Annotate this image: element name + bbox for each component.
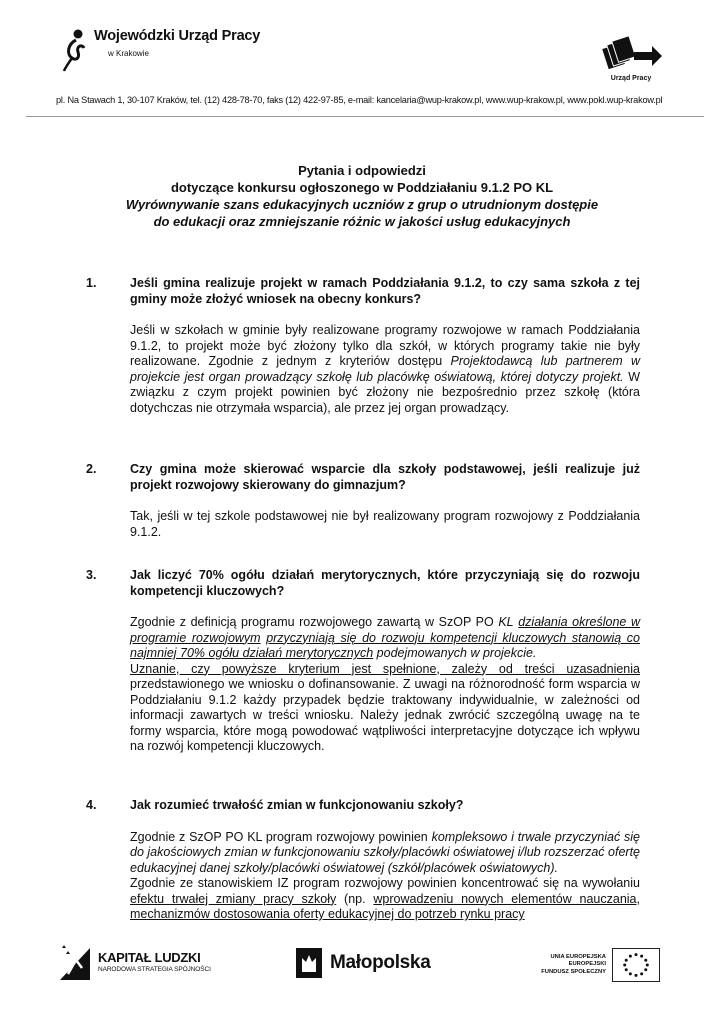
answer-text xyxy=(130,830,640,923)
question-number: 3. xyxy=(86,568,97,582)
malopolska-emblem-icon xyxy=(296,948,322,978)
qa-item-1 xyxy=(86,276,640,416)
qa-item-4 xyxy=(86,798,641,923)
kapital-ludzki-logo xyxy=(58,940,211,982)
urzad-pracy-label: Urząd Pracy xyxy=(610,75,652,82)
wup-figure-icon xyxy=(62,28,88,72)
kapital-ludzki-subtitle: NARODOWA STRATEGIA SPÓJNOŚCI xyxy=(98,965,211,973)
question-text: Jak rozumieć trwałość zmian w funkcjonowaniu szkoły? xyxy=(130,798,464,812)
title-line-1: Pytania i odpowiedzi xyxy=(298,163,426,178)
urzad-pracy-cards-icon xyxy=(598,34,664,72)
header-divider xyxy=(26,116,704,117)
question-number: 4. xyxy=(86,798,97,812)
answer-paragraph: Zgodnie z SzOP PO KL program rozwojowy powinien kompleksowo i trwale przyczyniać się do jakościowych zmian w funkcjonowaniu szkoły/placówki oświatowej i/lub rozszerzać ofertę edukacyjnej danej szkoły/placówki oświatowej (szkół/placówek oświatowych). xyxy=(130,829,641,875)
eu-logo xyxy=(530,948,660,982)
question-number: 1. xyxy=(86,276,97,290)
answer-paragraph: Uznanie, czy powyższe kryterium jest spełnione, zależy od treści uzasadnienia przedstawionego we wniosku o dofinansowanie. Z uwagi na różnorodność form wsparcia w Poddziałaniu 9.1.2 każdy przypadek będzie traktowany indywidualnie, w zależności od informacji zawartych w treści wniosku. Należy jednak zwrócić szczególną uwagę na te formy wsparcia, które mogą powodować wątpliwości interpretacyjne dotyczące ich wpływu na rozwój kompetencji kluczowych. xyxy=(130,661,640,753)
eu-flag-icon xyxy=(612,948,660,982)
answer-text: Jeśli w szkołach w gminie były realizowane programy rozwojowe w ramach Poddziałania 9.1.2, to projekt może być złożony tylko dla szkół, w których programy takie nie były realizowane. Zgodnie z jednym z kryteriów dostępu Projektodawcą lub partnerem w projekcie jest organ prowadzący szkołę lub placówkę oświatową, której dotyczy projekt. W związku z czym projekt powinien być złożony nie bezpośrednio przez szkołę (która dotychczas nie otrzymała wsparcia), ale przez jej organ prowadzący. xyxy=(130,323,640,415)
question-text: Jeśli gmina realizuje projekt w ramach Poddziałania 9.1.2, to czy sama szkoła z tej gminy może złożyć wniosek na obecny konkurs? xyxy=(130,276,640,306)
org-title: Wojewódzki Urząd Pracy xyxy=(94,28,261,44)
answer-text xyxy=(130,615,640,755)
title-line-2: dotyczące konkursu ogłoszonego w Poddziałaniu 9.1.2 PO KL xyxy=(170,180,554,195)
question-text: Jak liczyć 70% ogółu działań merytorycznych, które przyczyniają się do rozwoju kompetencji kluczowych? xyxy=(130,568,640,598)
eu-label-1: UNIA EUROPEJSKA xyxy=(550,953,606,960)
question-number: 2. xyxy=(86,462,97,476)
malopolska-label: Małopolska xyxy=(330,952,431,973)
kapital-ludzki-title: KAPITAŁ LUDZKI xyxy=(98,949,201,965)
wup-logo xyxy=(62,28,260,72)
qa-item-2 xyxy=(86,462,640,540)
org-subtitle: w Krakowie xyxy=(108,49,149,58)
answer-paragraph: Zgodnie ze stanowiskiem IZ program rozwojowy powinien koncentrować się na wywołaniu efektu trwałej zmiany pracy szkoły (np. wprowadzeniu nowych elementów nauczania, mechanizmów dostosowania oferty edukacyjnej do potrzeb rynku pracy xyxy=(130,876,640,921)
eu-label-2: EUROPEJSKI xyxy=(568,961,606,968)
urzad-pracy-logo xyxy=(596,34,666,82)
title-line-4: do edukacji oraz zmniejszanie różnic w jakości usług edukacyjnych xyxy=(153,214,571,229)
footer-logos xyxy=(0,940,724,990)
malopolska-logo xyxy=(296,948,430,978)
eu-label-3: FUNDUSZ SPOŁECZNY xyxy=(541,968,606,975)
answer-text: Tak, jeśli w tej szkole podstawowej nie był realizowany program rozwojowy z Poddziałania 9.1.2. xyxy=(130,509,640,539)
contact-address: pl. Na Stawach 1, 30-107 Kraków, tel. (12) 428-78-70, faks (12) 422-97-85, e-mail: kancelaria@wup-krakow.pl, www.wup-krakow.pl, www.pokl.wup-krakow.pl xyxy=(56,95,663,105)
answer-paragraph: Zgodnie z definicją programu rozwojowego zawartą w SzOP PO KL działania określone w programie rozwojowym przyczyniają się do rozwoju kompetencji kluczowych stanowią co najmniej 70% ogółu działań merytorycznych podejmowanych w projekcie. xyxy=(130,615,641,660)
document-title xyxy=(60,162,664,230)
kapital-ludzki-emblem-icon xyxy=(58,940,92,982)
title-line-3: Wyrównywanie szans edukacyjnych uczniów z grup o utrudnionym dostępie xyxy=(125,197,599,212)
question-text: Czy gmina może skierować wsparcie dla szkoły podstawowej, jeśli realizuje już projekt rozwojowy skierowany do gimnazjum? xyxy=(130,462,640,492)
qa-item-3 xyxy=(86,568,641,755)
